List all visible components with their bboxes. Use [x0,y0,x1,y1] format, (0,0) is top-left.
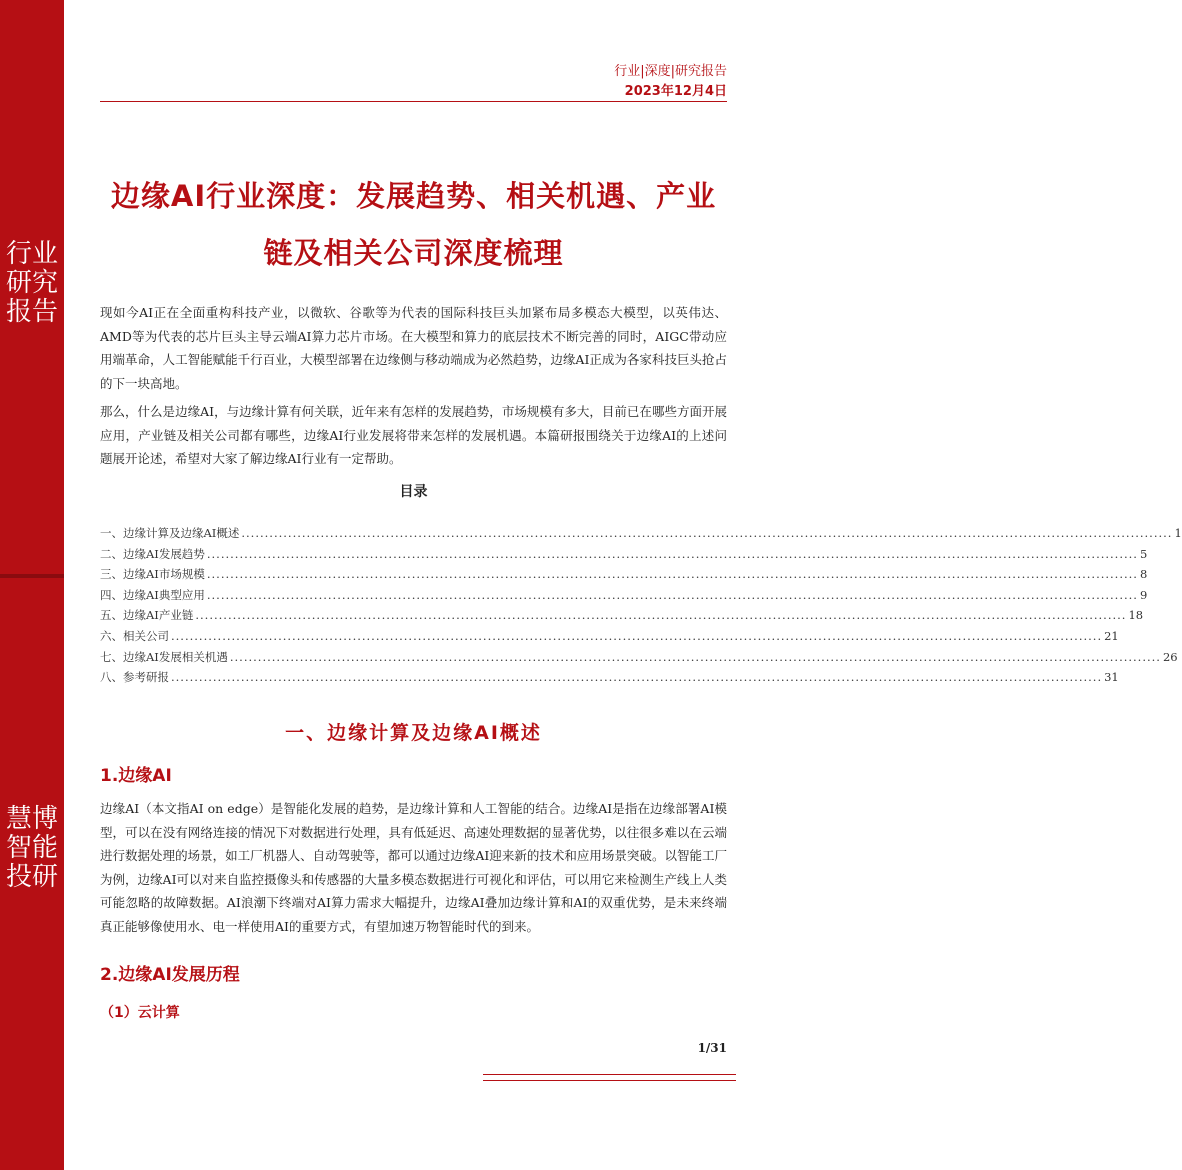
toc-entry-label: 四、边缘AI典型应用 [100,587,205,602]
toc-leader-dots: ........................................................................................................................................................................................................ [241,526,1173,540]
toc-entry[interactable] [100,587,1148,608]
toc-entry-label: 八、参考研报 [100,670,169,685]
subsection-title: 2.边缘AI发展历程 [100,965,240,985]
toc-entry-page: 31 [1104,670,1119,685]
report-title: 边缘AI行业深度：发展趋势、相关机遇、产业链及相关公司深度梳理 [110,179,717,270]
toc-entry-page: 21 [1104,628,1119,643]
toc-entry[interactable] [100,607,1144,628]
toc-entry-page: 9 [1139,587,1148,602]
toc-leader-dots: ........................................................................................................................................................................................................ [171,670,1103,685]
toc-entry-label: 五、边缘AI产业链 [100,608,194,623]
toc-entry[interactable] [100,628,1119,649]
sidebar-top-text: 行业研究报告 [5,239,58,327]
footer-rule [483,1074,736,1075]
report-type: 行业|深度|研究报告 [614,64,727,79]
sidebar [0,0,64,1170]
footer-rule [483,1080,736,1081]
toc-entry-label: 一、边缘计算及边缘AI概述 [100,526,240,540]
toc-entry[interactable] [100,669,1119,690]
toc-leader-dots: ........................................................................................................................................................................................................ [206,567,1138,582]
toc-entry-label: 六、相关公司 [100,628,169,643]
toc-entry-page: 8 [1139,567,1148,582]
toc-entry[interactable] [100,566,1148,587]
subsubsection-title: （1）云计算 [100,1005,180,1021]
toc-leader-dots: ........................................................................................................................................................................................................ [206,587,1138,602]
intro-paragraph-2: 那么，什么是边缘AI，与边缘计算有何关联，近年来有怎样的发展趋势，市场规模有多大，目前已在哪些方面开展应用，产业链及相关公司都有哪些，边缘AI行业发展将带来怎样的发展机遇。本篇研报围绕关于边缘AI的上述问题展开论述，希望对大家了解边缘AI行业有一定帮助。 [100,404,727,466]
section-title: 一、边缘计算及边缘AI概述 [285,722,542,744]
intro-paragraph-1: 现如今AI正在全面重构科技产业，以微软、谷歌等为代表的国际科技巨头加紧布局多模态大模型，以英伟达、AMD等为代表的芯片巨头主导云端AI算力芯片市场。在大模型和算力的底层技术不断完善的同时，AIGC带动应用端革命，人工智能赋能千行百业，大模型部署在边缘侧与移动端成为必然趋势，边缘AI正成为各家科技巨头抢占的下一块高地。 [100,305,727,391]
body-paragraph: 边缘AI（本文指AI on edge）是智能化发展的趋势，是边缘计算和人工智能的结合。边缘AI是指在边缘部署AI模型，可以在没有网络连接的情况下对数据进行处理，具有低延迟、高速处理数据的显著优势，以往很多难以在云端进行数据处理的场景，如工厂机器人、自动驾驶等，都可以通过边缘AI迎来新的技术和应用场景突破。以智能工厂为例，边缘AI可以对来自监控摄像头和传感器的大量多模态数据进行可视化和评估，可以用它来检测生产线上人类可能忽略的故障数据。AI浪潮下终端对AI算力需求大幅提升，边缘AI叠加边缘计算和AI的双重优势，是未来终端真正能够像使用水、电一样使用AI的重要方式，有望加速万物智能时代的到来。 [100,801,727,934]
sidebar-bottom-text: 慧博智能投研 [5,804,58,892]
toc-entry[interactable] [100,525,1182,546]
toc-entry-label: 七、边缘AI发展相关机遇 [100,649,228,664]
subsection-title: 1.边缘AI [100,766,172,786]
header-rule [100,101,727,102]
toc-leader-dots: ........................................................................................................................................................................................................ [229,649,1161,664]
toc-entry-label: 二、边缘AI发展趋势 [100,546,205,561]
sidebar-divider [0,574,64,578]
table-of-contents [100,525,1182,690]
toc-title: 目录 [399,484,428,500]
toc-entry-page: 1 [1174,526,1182,540]
toc-entry-page: 26 [1162,649,1178,664]
toc-entry[interactable] [100,649,1178,670]
toc-entry-label: 三、边缘AI市场规模 [100,567,205,582]
toc-entry-page: 18 [1128,608,1144,623]
toc-entry[interactable] [100,546,1148,567]
toc-leader-dots: ........................................................................................................................................................................................................ [195,608,1127,623]
toc-leader-dots: ........................................................................................................................................................................................................ [206,546,1138,561]
page-number: 1/31 [697,1041,727,1055]
report-date: 2023年12月4日 [624,84,727,99]
toc-entry-page: 5 [1139,546,1148,561]
toc-leader-dots: ........................................................................................................................................................................................................ [171,628,1103,643]
